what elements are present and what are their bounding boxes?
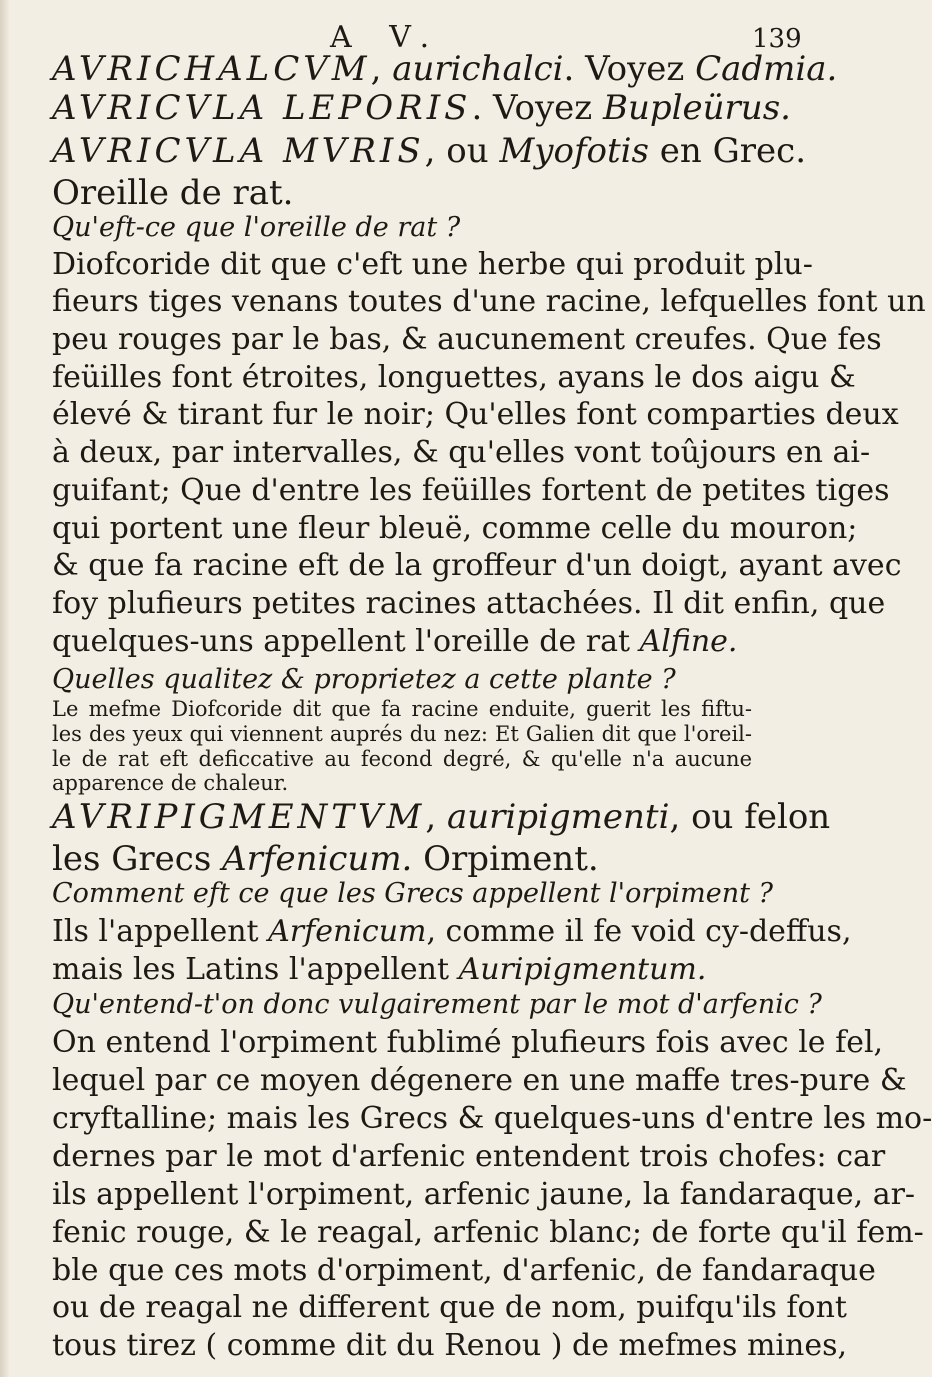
text-line (52, 989, 822, 1020)
text-segment: tous tirez ( comme dit du Renou ) de mefmes mines, (52, 1328, 847, 1363)
text-line (52, 247, 813, 282)
text-segment: , (370, 49, 393, 89)
text-line (52, 511, 858, 546)
text-segment: feüilles font étroites, longuettes, ayans le dos aigu & (52, 360, 856, 395)
text-line (52, 548, 902, 583)
text-segment: le de rat eft deficcative au fecond degré, & qu'elle n'a aucune (52, 747, 752, 771)
text-segment: Qu'eft-ce que l'oreille de rat ? (52, 212, 461, 243)
text-line (52, 1139, 886, 1174)
text-line (52, 914, 851, 949)
text-segment: Le mefme Diofcoride dit que fa racine enduite, guerit les fiftu- (52, 697, 752, 721)
text-segment: Qu'entend-t'on donc vulgairement par le mot d'arfenic ? (52, 989, 822, 1020)
text-line (52, 797, 830, 837)
text-line (52, 952, 706, 987)
text-segment: auripigmenti (446, 797, 670, 837)
text-segment: qui portent une fleur bleuë, comme celle du mouron; (52, 511, 858, 546)
text-segment: élevé & tirant fur le noir; Qu'elles font comparties deux (52, 397, 899, 432)
text-segment: quelques-uns appellent l'oreille de rat (52, 624, 640, 659)
text-line (52, 771, 288, 795)
text-segment: fieurs tiges venans toutes d'une racine, lefquelles font un (52, 284, 926, 319)
text-segment: Cadmia. (695, 49, 838, 89)
text-line (52, 49, 837, 89)
text-line (52, 586, 886, 621)
text-line (52, 1177, 916, 1212)
page-number: 139 (752, 24, 802, 54)
text-segment: , ou felon (669, 797, 831, 837)
text-segment: ils appellent l'orpiment, arfenic jaune, la fandaraque, ar- (52, 1177, 916, 1212)
text-segment: Arfenicum. (222, 839, 413, 879)
text-segment: à deux, par intervalles, & qu'elles vont toûjours en ai- (52, 435, 871, 470)
text-segment: , (425, 797, 447, 837)
running-title: A V. (330, 20, 444, 55)
text-segment: les Grecs (52, 839, 223, 879)
text-line (52, 1290, 847, 1325)
text-line (52, 1101, 932, 1136)
text-segment: Auripigmentum. (458, 952, 707, 987)
text-segment: foy plufieurs petites racines attachées. Il dit enfin, que (52, 586, 886, 621)
text-line (52, 878, 773, 909)
text-line (52, 664, 676, 695)
text-segment: , ou (424, 131, 500, 171)
text-segment: Ils l'appellent (52, 914, 269, 949)
text-line (52, 1215, 924, 1250)
text-segment: Diofcoride dit que c'eft une herbe qui produit plu- (52, 247, 813, 282)
text-line (52, 88, 791, 128)
text-line (52, 322, 882, 357)
text-segment: On entend l'orpiment fublimé plufieurs fois avec le fel, (52, 1025, 884, 1060)
text-segment: Quelles qualitez & proprietez a cette plante ? (52, 664, 676, 695)
running-header (0, 14, 800, 54)
text-segment: Oreille de rat. (52, 173, 294, 213)
text-line (52, 1025, 884, 1060)
text-segment: & que fa racine eft de la groffeur d'un doigt, ayant avec (52, 548, 902, 583)
text-line (52, 397, 899, 432)
text-segment: AVRICVLA LEPORIS (52, 88, 472, 128)
page-gutter-shadow (0, 0, 10, 1377)
text-segment: Myofotis (499, 131, 649, 171)
text-line (52, 722, 752, 746)
text-line (52, 839, 599, 879)
text-line (52, 284, 926, 319)
text-segment: . Voyez (563, 49, 696, 89)
text-segment: fenic rouge, & le reagal, arfenic blanc; de forte qu'il fem- (52, 1215, 924, 1250)
text-segment: lequel par ce moyen dégenere en une maffe tres-pure & (52, 1063, 907, 1098)
text-line (52, 1253, 876, 1288)
text-line (52, 1328, 847, 1363)
text-segment: guifant; Que d'entre les feüilles fortent de petites tiges (52, 473, 890, 508)
text-segment: aurichalci (392, 49, 564, 89)
text-segment: peu rouges par le bas, & aucunement creufes. Que fes (52, 322, 882, 357)
text-segment: AVRICHALCVM (52, 49, 371, 89)
text-line (52, 435, 871, 470)
text-segment: en Grec. (648, 131, 807, 171)
text-line (52, 747, 752, 771)
text-segment: dernes par le mot d'arfenic entendent trois chofes: car (52, 1139, 886, 1174)
text-segment: ou de reagal ne different que de nom, puifqu'ils font (52, 1290, 847, 1325)
text-segment: . Voyez (471, 88, 604, 128)
text-line (52, 131, 806, 171)
text-line (52, 697, 752, 721)
text-segment: Comment eft ce que les Grecs appellent l'orpiment ? (52, 878, 774, 909)
text-segment: apparence de chaleur. (52, 771, 289, 795)
text-segment: Arfenicum (268, 914, 427, 949)
text-segment: cryftalline; mais les Grecs & quelques-uns d'entre les mo- (52, 1101, 932, 1136)
text-segment: mais les Latins l'appellent (52, 952, 459, 987)
text-segment: AVRICVLA MVRIS (52, 131, 425, 171)
text-segment: ble que ces mots d'orpiment, d'arfenic, de fandaraque (52, 1253, 876, 1288)
text-segment: AVRIPIGMENTVM (52, 797, 426, 837)
text-segment: , comme il fe void cy-deffus, (426, 914, 852, 949)
text-line (52, 212, 460, 243)
text-line (52, 624, 737, 659)
text-line (52, 473, 890, 508)
text-segment: les des yeux qui viennent auprés du nez: Et Galien dit que l'oreil- (52, 722, 752, 746)
text-line (52, 1063, 907, 1098)
text-segment: Alfine. (639, 624, 738, 659)
text-line (52, 360, 856, 395)
text-line (52, 173, 294, 213)
text-segment: Orpiment. (412, 839, 599, 879)
text-segment: Bupleürus. (603, 88, 791, 128)
